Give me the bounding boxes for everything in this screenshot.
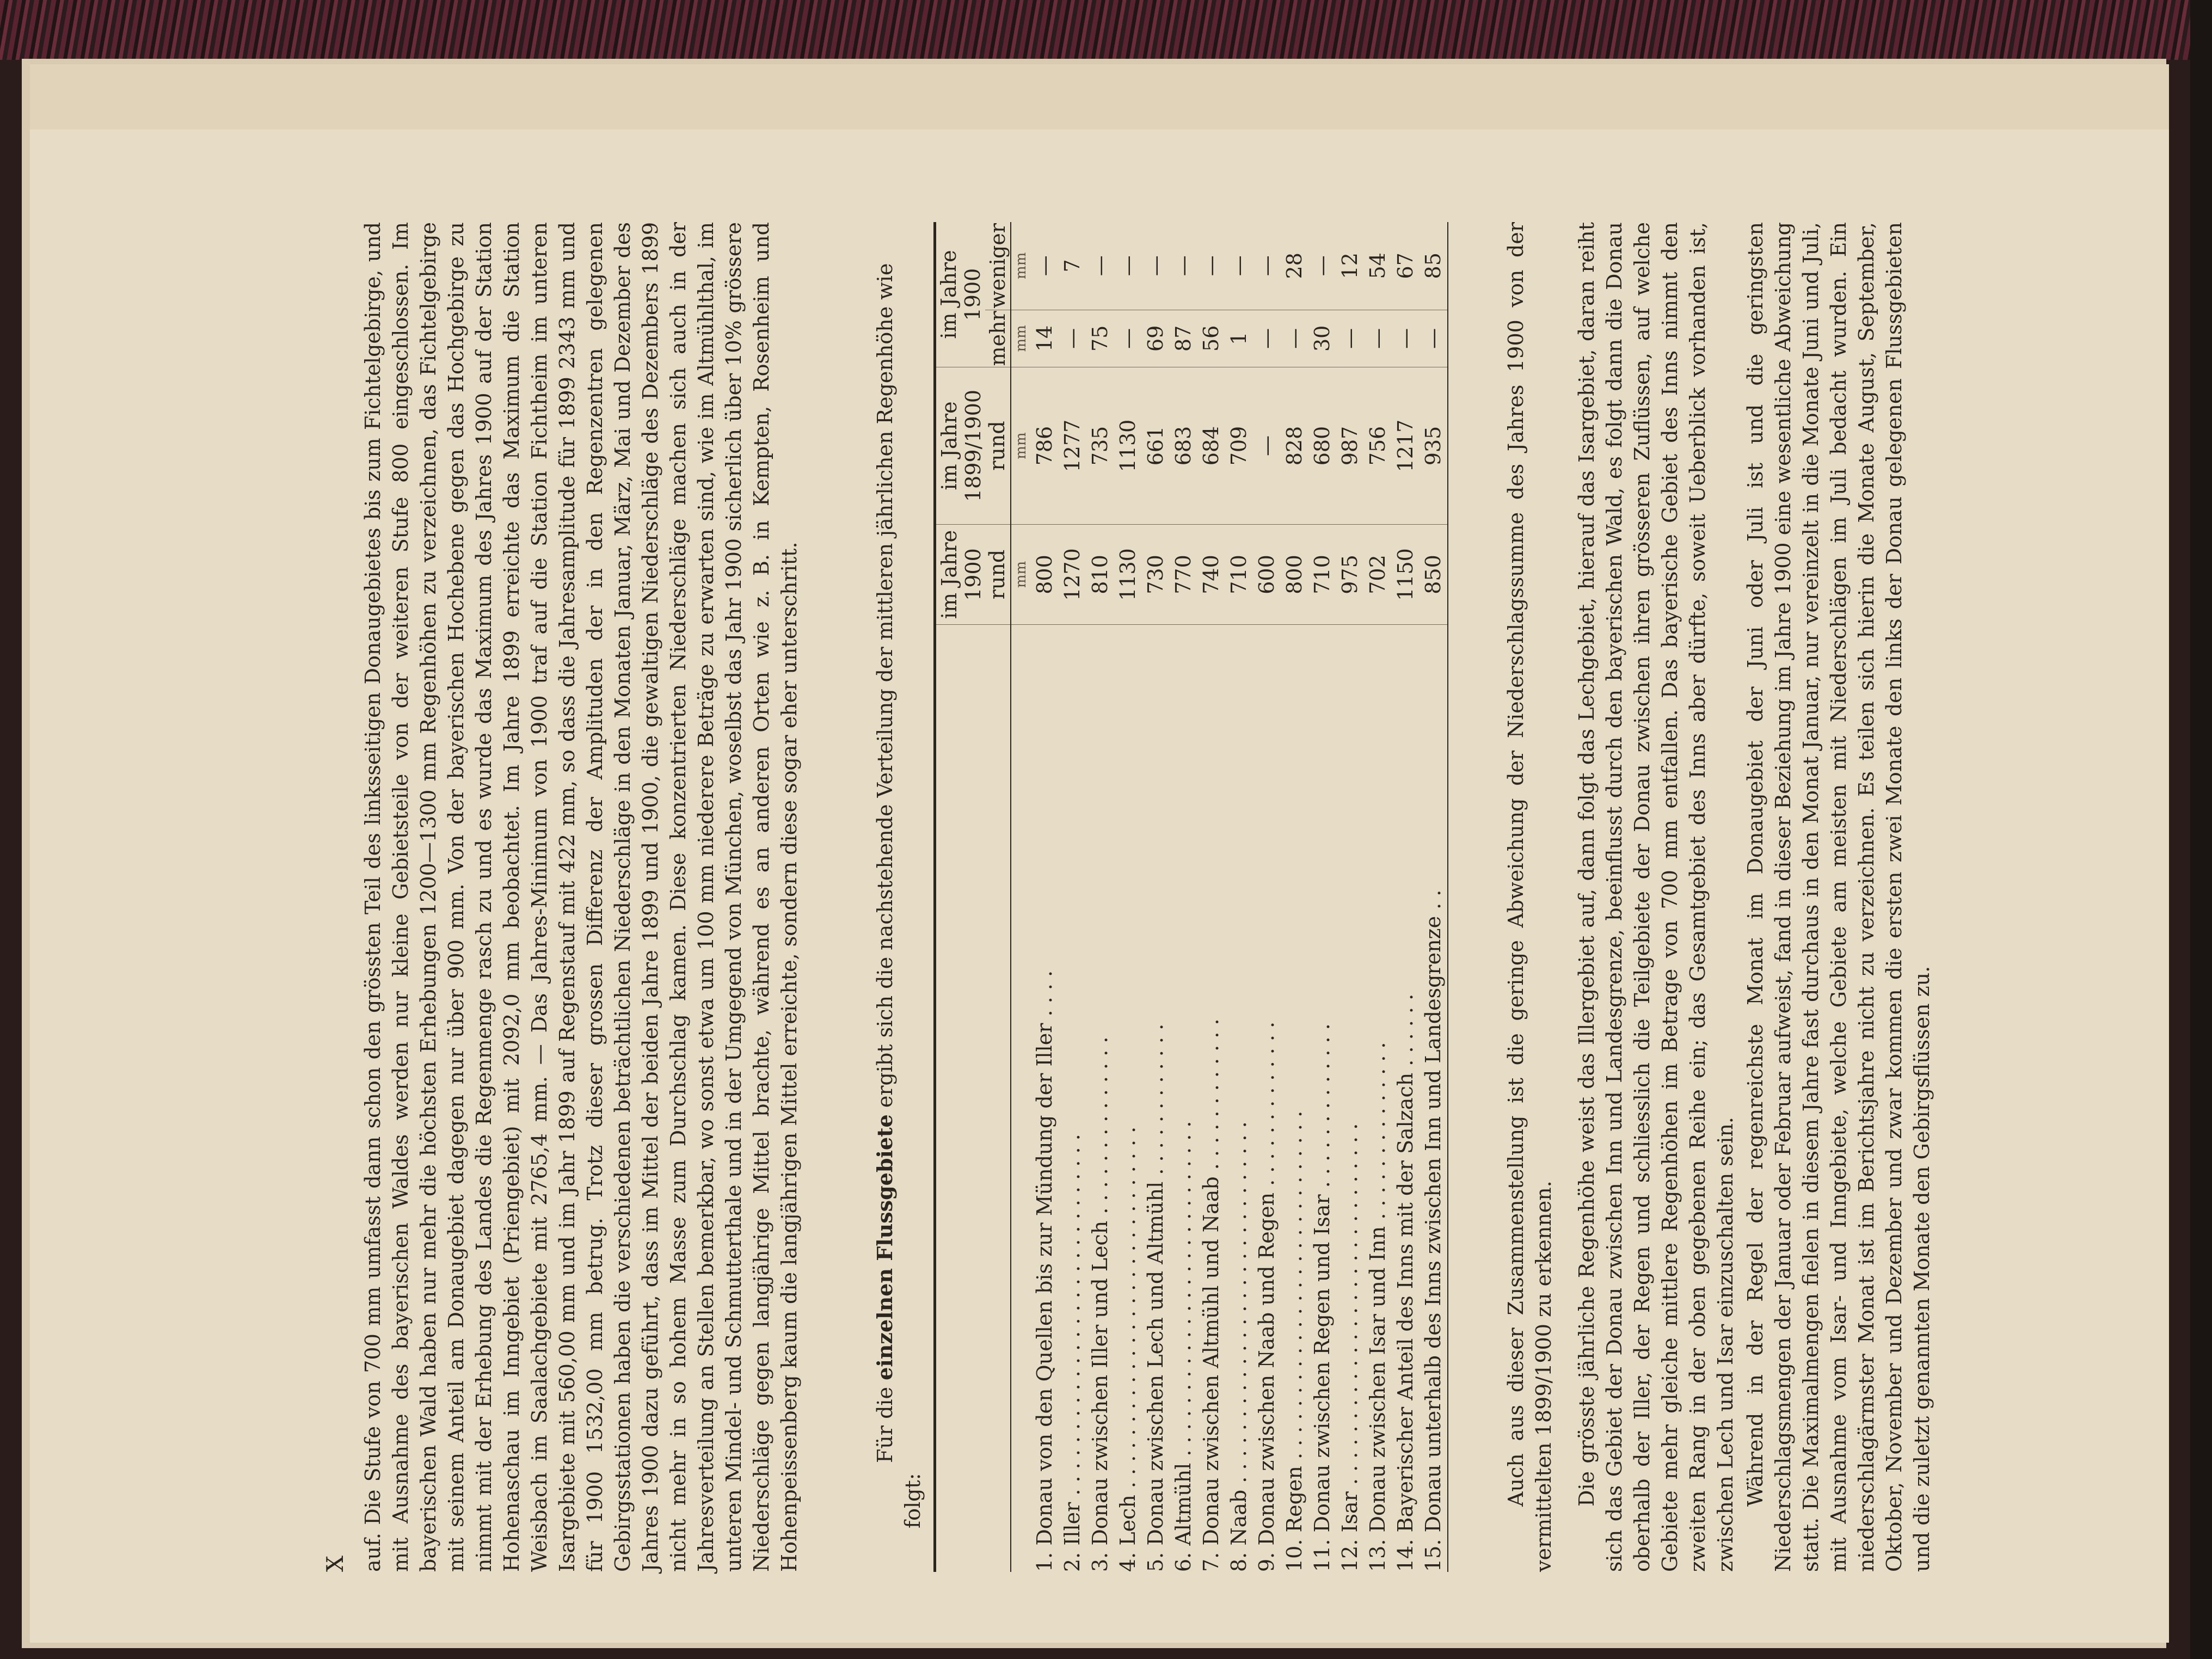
value-1900: 1130: [1114, 525, 1142, 625]
value-1900: 800: [1281, 525, 1308, 625]
book-binding: [0, 0, 2212, 60]
value-mehr: 75: [1086, 310, 1114, 367]
value-weniger: —: [1225, 222, 1253, 310]
table-header-1899-1900: im Jahre 1899/1900 rund: [935, 367, 1011, 525]
value-weniger: —: [1114, 222, 1142, 310]
value-1900: 600: [1253, 525, 1281, 625]
value-mehr: —: [1364, 310, 1392, 367]
table-row: [1031, 222, 1059, 1572]
table-row: [1253, 222, 1281, 1572]
value-1899-1900: 828: [1281, 367, 1308, 525]
book-page: [30, 64, 2169, 1643]
table-units-row: [1011, 222, 1031, 1572]
rotated-page-text: [321, 222, 1934, 1572]
value-mehr: 14: [1031, 310, 1059, 367]
paragraph-2-bold: einzelnen Flussgebiete: [872, 1114, 897, 1380]
row-name: 7. Donau zwischen Altmühl und Naab . . . . . . . . . . . .: [1199, 1018, 1223, 1572]
table-header-mehr: mehr: [985, 310, 1011, 367]
table-row: [1197, 222, 1225, 1572]
row-name: 8. Naab . . . . . . . . . . . . . . . . . . . . . . . . . . . .: [1227, 1121, 1251, 1572]
value-mehr: —: [1281, 310, 1308, 367]
row-name: 9. Donau zwischen Naab und Regen . . . . . . . . . . . . .: [1255, 1021, 1279, 1572]
paragraph-1: auf. Die Stufe von 700 mm umfasst dann schon den grössten Teil des linksseitigen Donaugebietes bis zum Fichtelgebirge, und mit Ausnahme des bayerischen Waldes werden nur kleine Gebietsteile von der weiteren Stufe 800 eingeschlossen. Im bayerischen Wald haben nur mehr die höchsten Erhebungen 1200—1300 mm Regenhöhen zu verzeichnen, das Fichtelgebirge mit seinem Anteil am Donaugebiet dagegen nur über 900 mm. Von der bayerischen Hochebene gegen das Hochgebirge zu nimmt mit der Erhebung des Landes die Regenmenge rasch zu und es wurde das Maximum des Jahres 1900 auf der Station Hohenaschau im Inngebiet (Priengebiet) mit 2092,0 mm beobachtet. Im Jahre 1899 erreichte das Maximum die Station Weisbach im Saalachgebiete mit 2765,4 mm. — Das Jahres-Minimum von 1900 traf auf die Station Fichtheim im unteren Isargebiete mit 560,00 mm und im Jahr 1899 auf Regenstauf mit 422 mm, so dass die Jahresamplitude für 1899 2343 mm und für 1900 1532,00 mm betrug. Trotz dieser grossen Differenz der Amplituden der in den Regenzentren gelegenen Gebirgsstationen haben die verschiedenen beträchtlichen Niederschläge in den Monaten Januar, März, Mai und Dezember des Jahres 1900 dazu geführt, dass im Mittel der beiden Jahre 1899 und 1900, die gewaltigen Niederschläge des Dezembers 1899 nicht mehr in so hohem Masse zum Durchschlag kamen. Diese konzentrierten Niederschläge machen sich auch in der Jahresverteilung an Stellen bemerkbar, wo sonst etwa um 100 mm niederere Beträge zu erwarten sind, wie im Altmühlthal, im unteren Mindel- und Schmutterthale und in der Umgegend von München, woselbst das Jahr 1900 sicherlich über 10% grössere Niederschläge gegen langjährige Mittel brachte, während es an anderen Orten wie z. B. in Kempten, Rosenheim und Hohenpeissenberg kaum die langjährigen Mittel erreichte, sondern diese sogar eher unterschritt.: [361, 222, 801, 1572]
value-1899-1900: 709: [1225, 367, 1253, 525]
row-name: 5. Donau zwischen Lech und Altmühl . . . . . . . . . . . .: [1144, 1023, 1168, 1572]
value-1900: 810: [1086, 525, 1114, 625]
value-1900: 702: [1364, 525, 1392, 625]
paragraph-2-after: ergibt sich die nachstehende Verteilung der mittleren jährlichen Regenhöhe wie folgt:: [873, 263, 925, 1528]
unit-label: mm: [1011, 310, 1031, 367]
value-mehr: —: [1114, 310, 1142, 367]
table-row: [1059, 222, 1086, 1572]
value-1899-1900: 683: [1170, 367, 1197, 525]
value-1899-1900: 735: [1086, 367, 1114, 525]
row-name: 1. Donau von den Quellen bis zur Mündung der Iller . . . .: [1033, 970, 1056, 1572]
row-name: 3. Donau zwischen Iller und Lech . . . . . . . . . . . . . .: [1088, 1036, 1112, 1572]
value-1899-1900: —: [1253, 367, 1281, 525]
value-weniger: —: [1086, 222, 1114, 310]
value-1900: 1150: [1392, 525, 1420, 625]
row-name: 12. Isar . . . . . . . . . . . . . . . . . . . . . . . . . . . .: [1338, 1123, 1362, 1572]
unit-label: mm: [1011, 525, 1031, 625]
paragraph-2: [871, 222, 927, 1528]
paragraph-2-before: Für die: [873, 1386, 897, 1463]
value-1900: 975: [1336, 525, 1364, 625]
row-name: 15. Donau unterhalb des Inns zwischen Inn und Landesgrenze . .: [1421, 889, 1445, 1572]
value-1900: 710: [1308, 525, 1336, 625]
page-number: X: [322, 1556, 348, 1572]
value-weniger: 28: [1281, 222, 1308, 310]
value-weniger: —: [1170, 222, 1197, 310]
value-1900: 710: [1225, 525, 1253, 625]
page-top-strip: [30, 64, 2169, 130]
value-1899-1900: 684: [1197, 367, 1225, 525]
value-mehr: —: [1392, 310, 1420, 367]
row-name: 10. Regen . . . . . . . . . . . . . . . . . . . . . . . . . . .: [1282, 1110, 1306, 1572]
value-weniger: 7: [1059, 222, 1086, 310]
value-mehr: —: [1336, 310, 1364, 367]
value-1900: 740: [1197, 525, 1225, 625]
unit-label: mm: [1011, 222, 1031, 310]
value-mehr: 1: [1225, 310, 1253, 367]
value-weniger: —: [1253, 222, 1281, 310]
value-1900: 730: [1142, 525, 1170, 625]
value-mehr: —: [1420, 310, 1448, 367]
row-name: 4. Lech . . . . . . . . . . . . . . . . . . . . . . . . . . . .: [1116, 1126, 1140, 1572]
row-name: 14. Bayerischer Anteil des Inns mit der Salzach . . . . . .: [1393, 993, 1417, 1572]
value-mehr: 87: [1170, 310, 1197, 367]
value-weniger: —: [1031, 222, 1059, 310]
value-1899-1900: 1130: [1114, 367, 1142, 525]
value-1899-1900: 987: [1336, 367, 1364, 525]
table-row: [1392, 222, 1420, 1572]
table-header-blank: [935, 625, 1011, 1572]
value-weniger: —: [1142, 222, 1170, 310]
row-name: 13. Donau zwischen Isar und Inn . . . . . . . . . . . . . .: [1366, 1042, 1390, 1572]
row-name: 2. Iller . . . . . . . . . . . . . . . . . . . . . . . . . . . .: [1060, 1134, 1084, 1572]
paragraph-3: Die grösste jährliche Regenhöhe weist das Illergebiet auf, dann folgt das Lechgebiet, hierauf das Isargebiet, daran reiht sich das Gebiet der Donau zwischen Inn und Landesgrenze, beeinflusst durch den bayerischen Wald, es folgt dann die Donau oberhalb der Iller, der Regen und schliesslich die Teilgebiete der Donau zwischen ihren grösseren Zuflüssen, auf welche Gebiete mehr gleiche mittlere Regenhöhen im Betrage von 700 mm entfallen. Das bayerische Gebiet des Inns nimmt den zweiten Rang in der oben gegebenen Reihe ein; das Gesamtgebiet des Inns aber dürfte, soweit Ueberblick vorhanden ist, zwischen Lech und Isar einzuschalten sein.: [1575, 222, 1737, 1572]
table-row: [1170, 222, 1197, 1572]
value-1899-1900: 756: [1364, 367, 1392, 525]
rainfall-table: [933, 222, 1448, 1572]
value-1900: 1270: [1059, 525, 1086, 625]
value-weniger: 85: [1420, 222, 1448, 310]
paragraph-4: Während in der Regel der regenreichste Monat im Donaugebiet der Juni oder Juli ist und die geringsten Niederschlagsmengen der Januar oder Februar aufweist, fand in dieser Beziehung im Jahre 1900 eine wesentliche Abweichung statt. Die Maximalmengen fielen in diesem Jahre fast durchaus in den Monat Januar, nur vereinzelt in die Monate Juni und Juli, mit Ausnahme vom Isar- und Inngebiete, welche Gebiete am meisten mit Niederschlägen im Juli bedacht wurden. Ein niederschlagärmster Monat ist im Berichtsjahre nicht zu verzeichnen. Es teilen sich hierin die Monate August, September, Oktober, November und Dezember und zwar kommen die ersten zwei Monate den links der Donau gelegenen Flussgebieten und die zuletzt genannten Monate den Gebirgsflüssen zu.: [1743, 222, 1934, 1572]
value-weniger: 54: [1364, 222, 1392, 310]
value-weniger: —: [1197, 222, 1225, 310]
value-weniger: —: [1308, 222, 1336, 310]
value-1900: 770: [1170, 525, 1197, 625]
table-header-group: im Jahre 1900: [935, 222, 986, 367]
table-row: [1420, 222, 1448, 1572]
unit-label: mm: [1011, 367, 1031, 525]
value-1900: 850: [1420, 525, 1448, 625]
table-row: [1336, 222, 1364, 1572]
table-row: [1364, 222, 1392, 1572]
book-edge: [2190, 0, 2212, 1659]
table-row: [1308, 222, 1336, 1572]
table-row: [1225, 222, 1253, 1572]
value-mehr: 30: [1308, 310, 1336, 367]
value-mehr: —: [1059, 310, 1086, 367]
table-row: [1142, 222, 1170, 1572]
table-row: [1281, 222, 1308, 1572]
value-1899-1900: 1277: [1059, 367, 1086, 525]
value-weniger: 67: [1392, 222, 1420, 310]
value-mehr: 69: [1142, 310, 1170, 367]
value-1899-1900: 1217: [1392, 367, 1420, 525]
after-table-paragraph: Auch aus dieser Zusammenstellung ist die geringe Abweichung der Niederschlagssumme des Jahres 1900 von der vermittelten 1899/1900 zu erkennen.: [1504, 222, 1556, 1572]
table-row: [1114, 222, 1142, 1572]
value-1899-1900: 661: [1142, 367, 1170, 525]
table-header-1900: im Jahre 1900 rund: [935, 525, 1011, 625]
value-1899-1900: 786: [1031, 367, 1059, 525]
row-name: 6. Altmühl . . . . . . . . . . . . . . . . . . . . . . . . . .: [1171, 1121, 1195, 1572]
value-mehr: 56: [1197, 310, 1225, 367]
row-name: 11. Donau zwischen Regen und Isar . . . . . . . . . . . . .: [1310, 1023, 1334, 1572]
value-weniger: 12: [1336, 222, 1364, 310]
value-1899-1900: 680: [1308, 367, 1336, 525]
value-mehr: —: [1253, 310, 1281, 367]
table-header-weniger: weniger: [985, 222, 1011, 310]
value-1900: 800: [1031, 525, 1059, 625]
table-row: [1086, 222, 1114, 1572]
value-1899-1900: 935: [1420, 367, 1448, 525]
